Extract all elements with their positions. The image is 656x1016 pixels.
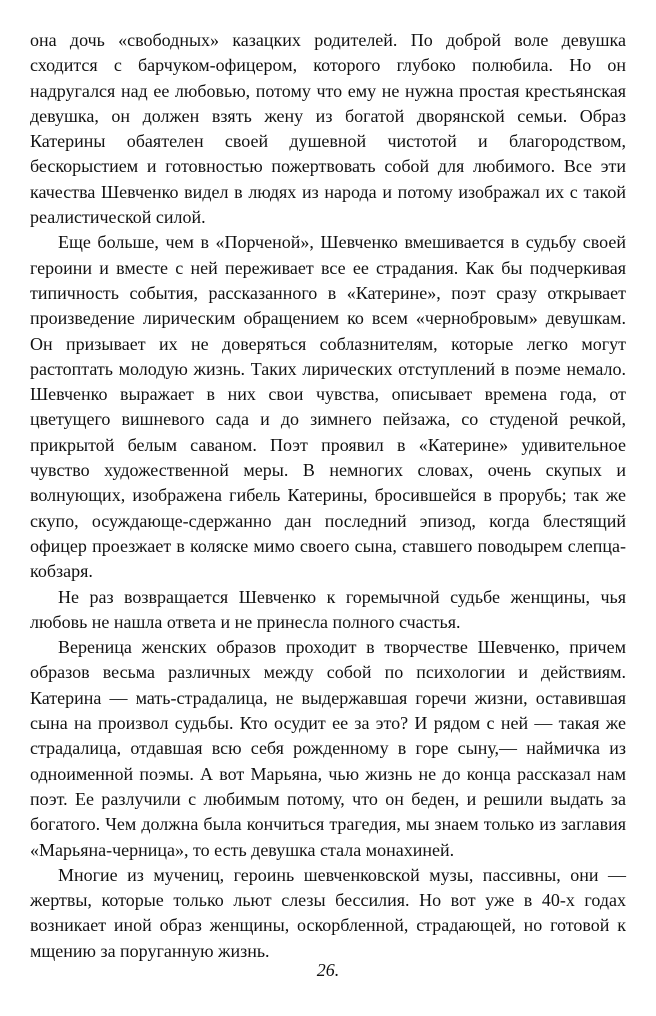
- paragraph-1: она дочь «свободных» казацких родителей. По доброй воле девушка сходится с барчуком-офицером, которого глубоко полюбила. Но он надругался над ее любовью, потому что ему не нужна простая крестьянская девушка, он должен взять жену из богатой дворянской семьи. Образ Катерины обаятелен своей душевной чистотой и благородством, бескорыстием и готовностью пожертвовать собой для любимого. Все эти качества Шевченко видел в людях из народа и потому изображал их с такой реалистической силой.: [30, 30, 626, 228]
- paragraph-3: Не раз возвращается Шевченко к горемычной судьбе женщины, чья любовь не нашла ответа и не принесла полного счастья.: [30, 586, 626, 632]
- paragraph-5: Многие из мучениц, героинь шевченковской музы, пассивны, они — жертвы, которые только льют слезы бессилия. Но вот уже в 40-х годах возникает иной образ женщины, оскорбленной, страдающей, но готовой к мщению за поруганную жизнь.: [30, 864, 626, 961]
- page-number: 26.: [316, 960, 340, 980]
- paragraph-4: Вереница женских образов проходит в творчестве Шевченко, причем образов весьма различных между собой по психологии и действиям. Катерина — мать-страдалица, не выдержавшая горечи жизни, оставившая сына на произвол судьбы. Кто осудит ее за это? И рядом с ней — такая же страдалица, отдавшая всю себя рожденному в горе сыну,— наймичка из одноименной поэмы. А вот Марьяна, чью жизнь не до конца рассказал нам поэт. Ее разлучили с любимым потому, что он беден, и решили выдать за богатого. Чем должна была кончиться трагедия, мы знаем только из заглавия «Марьяна-черница», то есть девушка стала монахиней.: [30, 637, 626, 860]
- paragraph-2: Еще больше, чем в «Порченой», Шевченко вмешивается в судьбу своей героини и вместе с ней переживает все ее страдания. Как бы подчеркивая типичность события, рассказанного в «Катерине», поэт сразу открывает произведение лирическим обращением ко всем «чернобровым» девушкам. Он призывает их не доверяться соблазнителям, которые легко могут растоптать молодую жизнь. Таких лирических отступлений в поэме немало. Шевченко выражает в них свои чувства, описывает времена года, от цветущего вишневого сада и до зимнего пейзажа, со студеной речкой, прикрытой белым саваном. Поэт проявил в «Катерине» удивительное чувство художественной меры. В немногих словах, очень скупых и волнующих, изображена гибель Катерины, бросившейся в прорубь; так же скупо, осуждающе-сдержанно дан последний эпизод, когда блестящий офицер проезжает в коляске мимо своего сына, ставшего поводырем слепца-кобзаря.: [30, 232, 626, 582]
